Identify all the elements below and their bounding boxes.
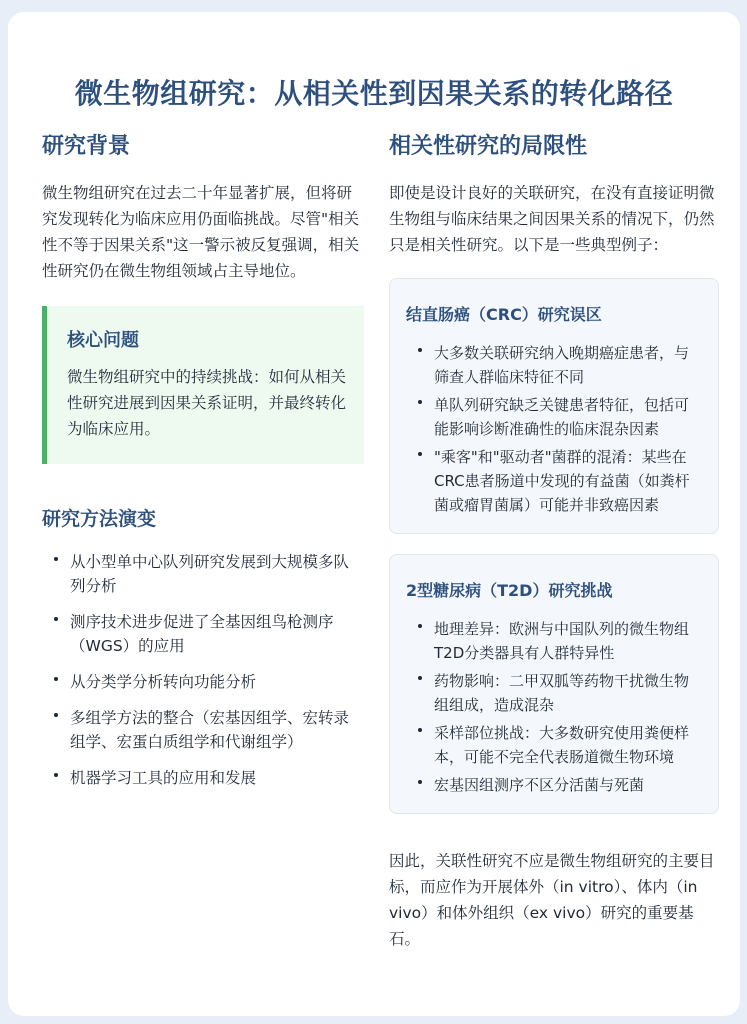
methods-list [42,550,364,790]
t2d-case-box [389,554,719,814]
t2d-heading: 2型糖尿病（T2D）研究挑战 [406,581,613,600]
left-column [42,132,364,802]
list-item: 采样部位挑战：大多数研究使用粪便样本，可能不完全代表肠道微生物环境 [416,721,702,769]
limitations-heading: 相关性研究的局限性 [389,134,588,159]
list-item: 从小型单中心队列研究发展到大规模多队列分析 [52,550,364,598]
list-item: 从分类学分析转向功能分析 [52,670,364,694]
crc-list [406,341,702,517]
list-item: 大多数关联研究纳入晚期癌症患者，与筛查人群临床特征不同 [416,341,702,389]
core-question-heading: 核心问题 [67,330,139,351]
list-item: "乘客"和"驱动者"菌群的混淆：某些在CRC患者肠道中发现的有益菌（如粪杆菌或瘤胃菌属）可能并非致癌因素 [416,445,702,517]
list-item: 单队列研究缺乏关键患者特征，包括可能影响诊断准确性的临床混杂因素 [416,393,702,441]
crc-case-box [389,278,719,534]
methods-heading: 研究方法演变 [42,508,157,530]
crc-heading: 结直肠癌（CRC）研究误区 [406,305,602,324]
core-question-box [42,306,364,464]
list-item: 地理差异：欧洲与中国队列的微生物组T2D分类器具有人群特异性 [416,617,702,665]
list-item: 测序技术进步促进了全基因组鸟枪测序（WGS）的应用 [52,610,364,658]
content-card [8,12,740,1016]
list-item: 多组学方法的整合（宏基因组学、宏转录组学、宏蛋白质组学和代谢组学） [52,706,364,754]
list-item: 药物影响：二甲双胍等药物干扰微生物组组成，造成混杂 [416,669,702,717]
right-column [389,132,719,968]
page-title: 微生物组研究：从相关性到因果关系的转化路径 [74,77,674,110]
background-text: 微生物组研究在过去二十年显著扩展，但将研究发现转化为临床应用仍面临挑战。尽管"相关性不等于因果关系"这一警示被反复强调，相关性研究仍在微生物组领域占主导地位。 [42,184,360,280]
list-item: 机器学习工具的应用和发展 [52,766,364,790]
limitations-text: 即使是设计良好的关联研究，在没有直接证明微生物组与临床结果之间因果关系的情况下，仍然只是相关性研究。以下是一些典型例子： [389,184,715,254]
background-heading: 研究背景 [42,134,131,159]
conclusion-text: 因此，关联性研究不应是微生物组研究的主要目标，而应作为开展体外（in vitro）、体内（in vivo）和体外组织（ex vivo）研究的重要基石。 [389,852,715,948]
core-question-text: 微生物组研究中的持续挑战：如何从相关性研究进展到因果关系证明，并最终转化为临床应用。 [67,368,347,438]
list-item: 宏基因组测序不区分活菌与死菌 [416,773,702,797]
t2d-list [406,617,702,797]
